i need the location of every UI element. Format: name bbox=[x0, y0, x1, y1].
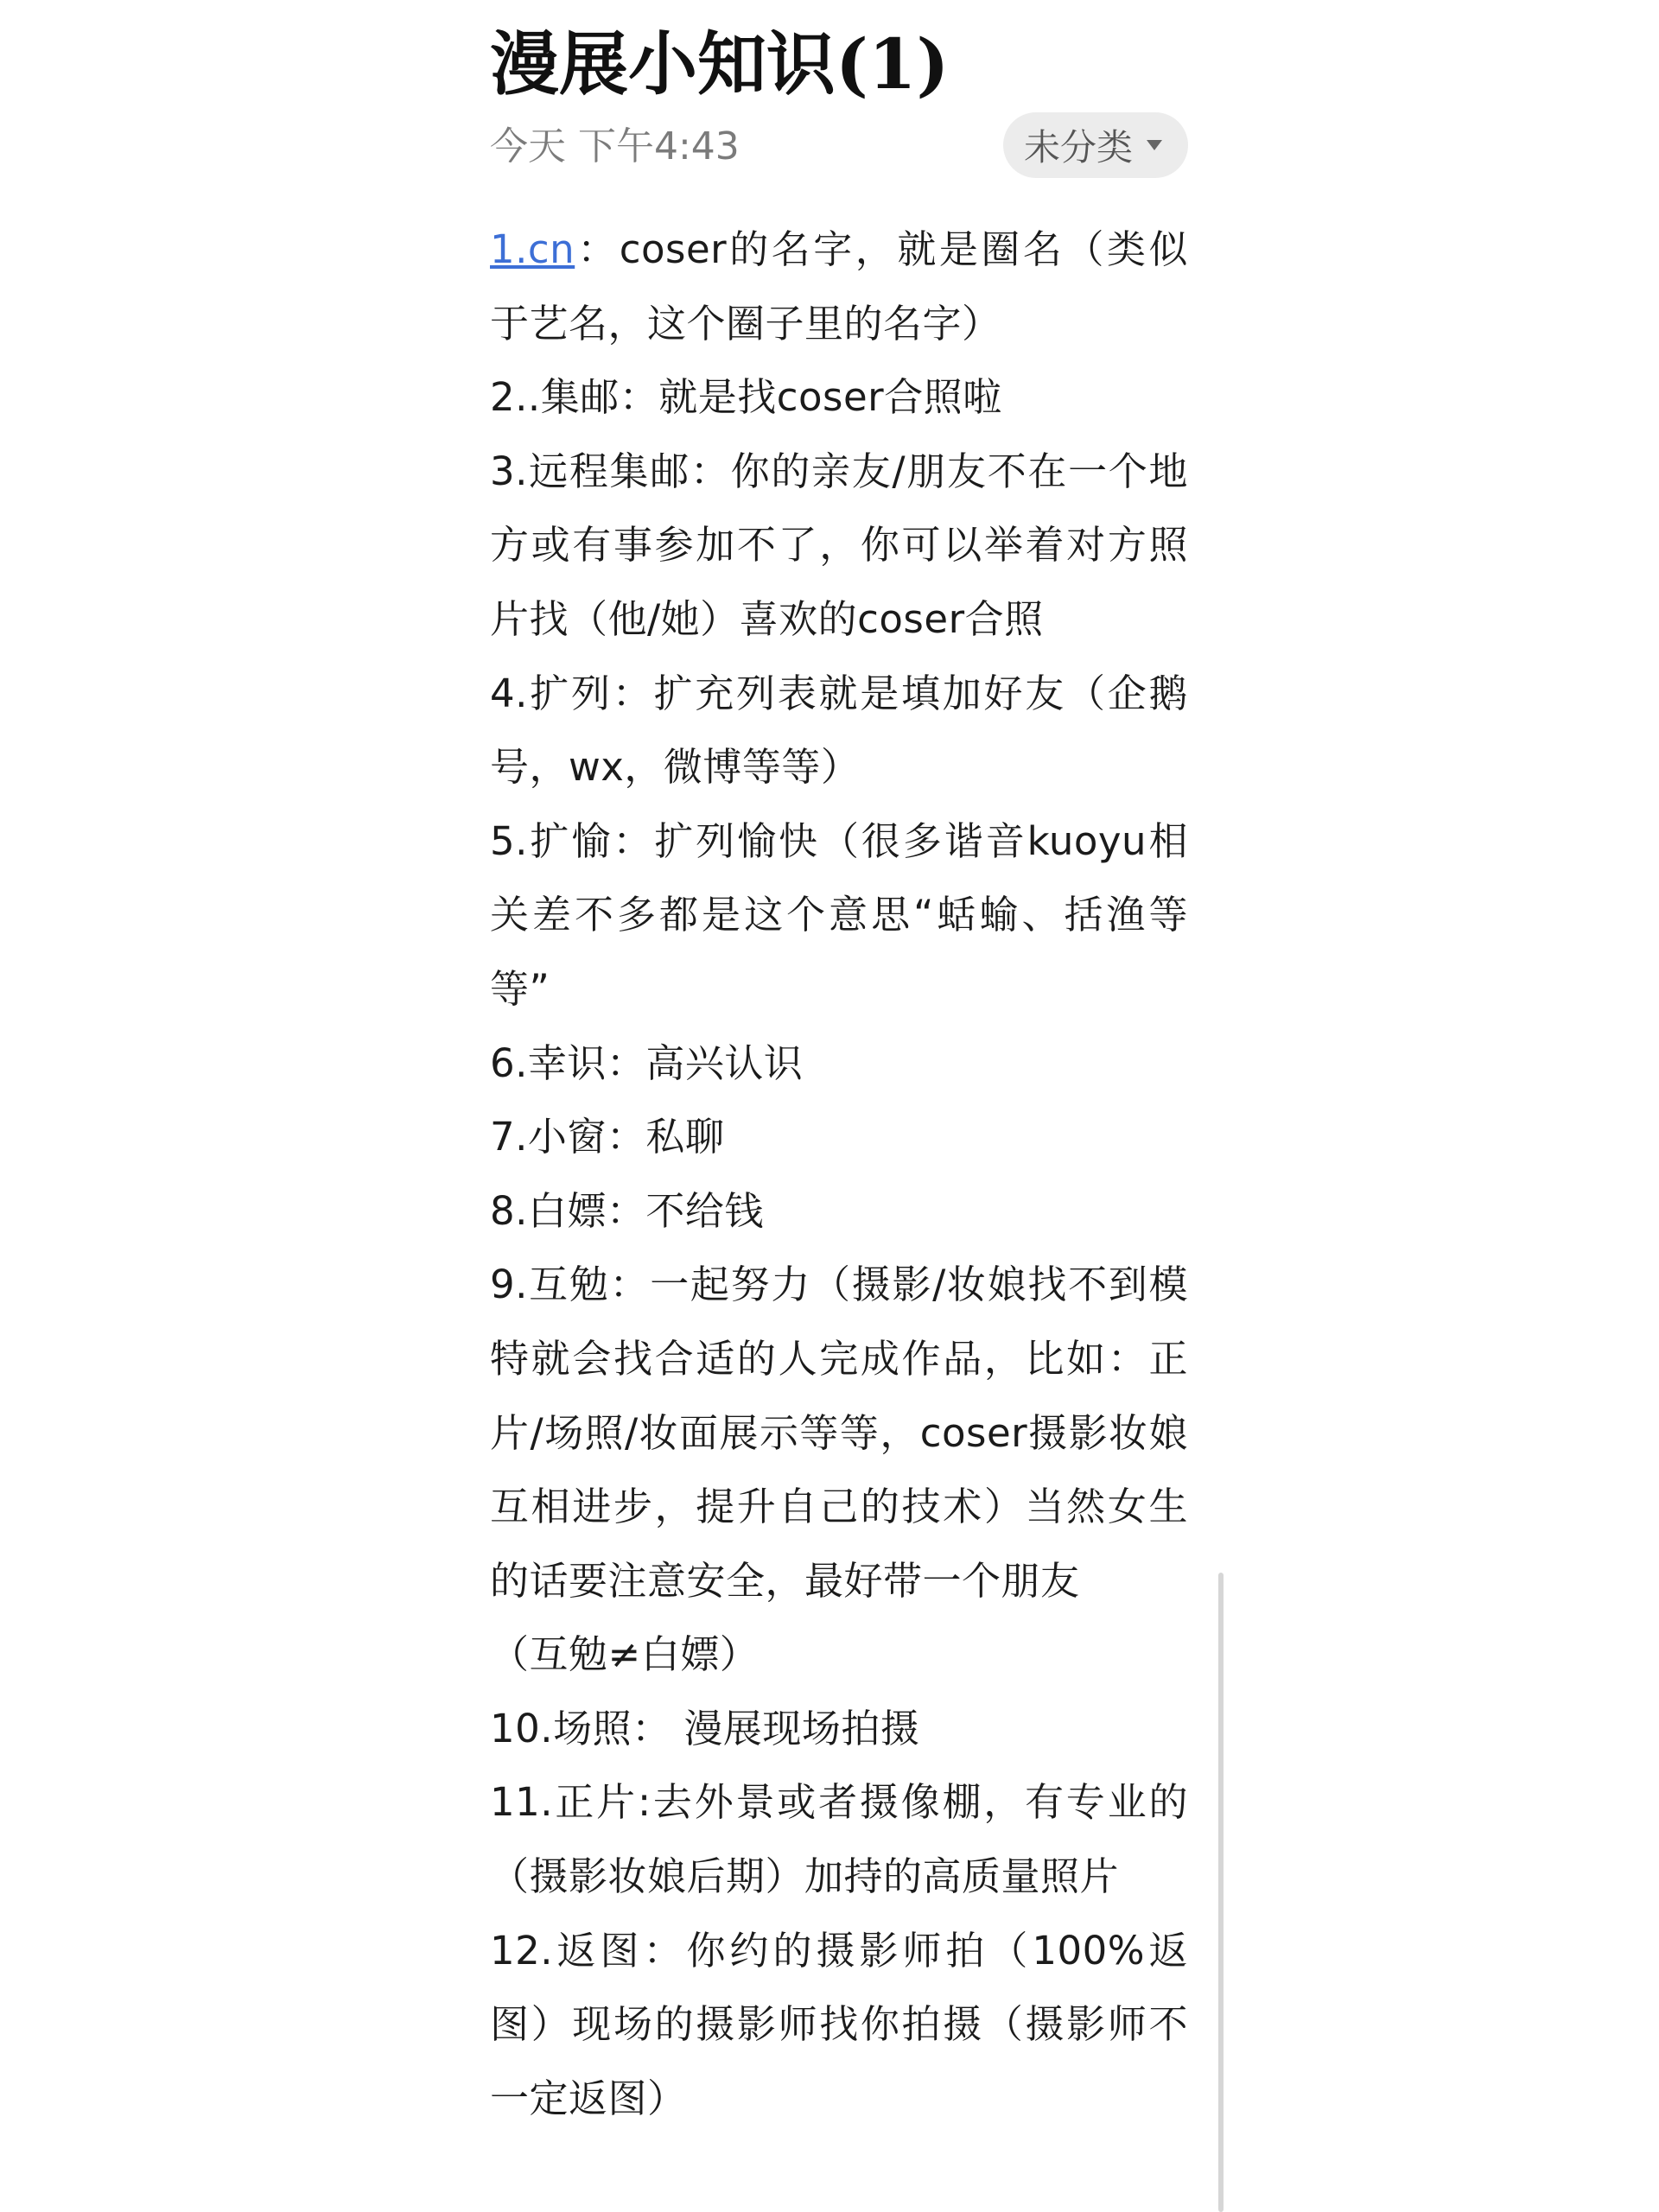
note-title[interactable]: 漫展小知识(1) bbox=[490, 23, 950, 105]
paragraph-text: ：coser的名字，就是圈名（类似于艺名，这个圈子里的名字） bbox=[490, 226, 1188, 346]
note-meta bbox=[490, 112, 1188, 181]
note-paragraph: 3.远程集邮：你的亲友/朋友不在一个地方或有事参加不了，你可以举着对方照片找（他/她）喜欢的coser合照 bbox=[490, 448, 1188, 642]
note-paragraph: 5.扩愉：扩列愉快（很多谐音kuoyu相关差不多都是这个意思“蛞蝓、括渔等等” bbox=[490, 817, 1188, 1012]
note-paragraph: 6.幸识：高兴认识 bbox=[490, 1039, 804, 1086]
note-paragraph: 7.小窗：私聊 bbox=[490, 1114, 725, 1160]
note-paragraph: 2..集邮：就是找coser合照啦 bbox=[490, 374, 1002, 421]
category-label: 未分类 bbox=[1023, 126, 1133, 168]
note-paragraph: （互勉≠白嫖） bbox=[490, 1631, 760, 1678]
note-body[interactable] bbox=[490, 213, 1188, 2135]
note-paragraph: 10.场照： 漫展现场拍摄 bbox=[490, 1705, 920, 1751]
note-paragraph: 8.白嫖：不给钱 bbox=[490, 1187, 764, 1234]
note-timestamp: 今天 下午4:43 bbox=[490, 124, 740, 168]
chevron-down-icon bbox=[1147, 140, 1162, 150]
note-link[interactable]: 1.cn bbox=[490, 226, 575, 272]
category-dropdown[interactable] bbox=[1003, 112, 1188, 178]
note-paragraph: 12.返图：你约的摄影师拍（100%返图）现场的摄影师找你拍摄（摄影师不一定返图） bbox=[490, 1927, 1188, 2121]
scrollbar[interactable] bbox=[1218, 1573, 1224, 2212]
note-paragraph bbox=[490, 213, 1188, 360]
note-paragraph: 11.正片:去外景或者摄像棚，有专业的（摄影妆娘后期）加持的高质量照片 bbox=[490, 1779, 1188, 1900]
note-paragraph: 4.扩列：扩充列表就是填加好友（企鹅号，wx，微博等等） bbox=[490, 670, 1188, 791]
note-paragraph: 9.互勉：一起努力（摄影/妆娘找不到模特就会找合适的人完成作品，比如：正片/场照/妆面展示等等，coser摄影妆娘互相进步，提升自己的技术）当然女生的话要注意安全，最好带一个朋友 bbox=[490, 1262, 1188, 1604]
